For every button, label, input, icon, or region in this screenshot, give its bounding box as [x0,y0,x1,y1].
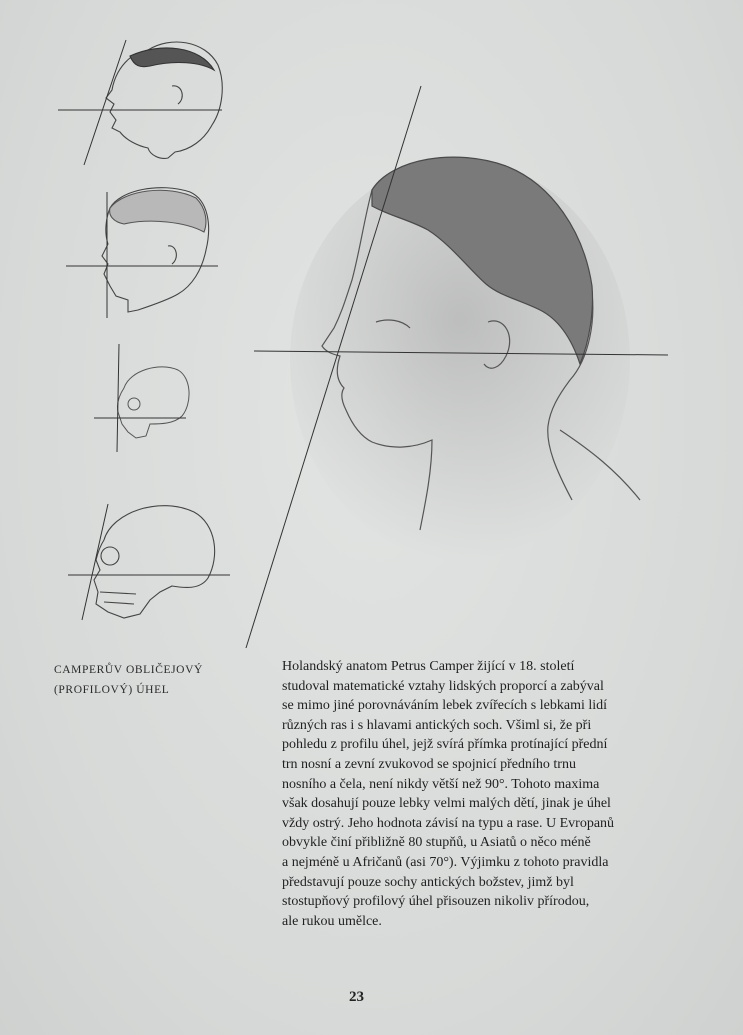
text-line: se mimo jiné porovnáváním lebek zvířecích s lebkami lidí [282,698,608,714]
text-line: studoval matematické vztahy lidských proporcí a zabýval [282,678,604,694]
caption-line: (PROFILOVÝ) ÚHEL [54,684,170,696]
text-line: ale rukou umělce. [282,913,382,929]
caption-line: CAMPERŮV OBLIČEJOVÝ [54,664,203,676]
sketch-skull-adult [94,506,215,618]
text-line: představují pouze sochy antických božstev, jimž byl [282,874,574,890]
figure-caption [54,660,254,700]
text-line: vždy ostrý. Jeho hodnota závisí na typu a rase. U Evropanů [282,815,615,831]
text-line: stostupňový profilový úhel přisouzen nikoliv přírodou, [282,894,590,910]
body-paragraph [282,657,682,931]
text-line: a nejméně u Afričanů (asi 70°). Výjimku z tohoto pravidla [282,854,609,870]
text-line: různých ras i s hlavami antických soch. Všiml si, že při [282,717,592,733]
text-line: trn nosní a zevní zvukovod se spojnicí předního trnu [282,756,576,772]
text-line: obvykle činí přibližně 80 stupňů, u Asiatů o něco méně [282,835,591,851]
page-number: 23 [349,989,364,1005]
sketch-head-2 [102,188,209,312]
angle-line-1 [84,40,126,165]
text-line: Holandský anatom Petrus Camper žijící v 18. století [282,659,575,674]
portrait-young-man [290,157,640,560]
text-line: nosního a čela, není nikdy větší než 90°. Tohoto maxima [282,776,600,792]
sketch-head-1 [106,42,222,158]
sketch-skull-child [117,367,189,438]
text-line: pohledu z profilu úhel, jejž svírá přímka protínající přední [282,737,608,753]
text-line: však dosahují pouze lebky velmi malých dětí, jinak je úhel [282,796,611,812]
angle-line-4 [82,504,108,620]
